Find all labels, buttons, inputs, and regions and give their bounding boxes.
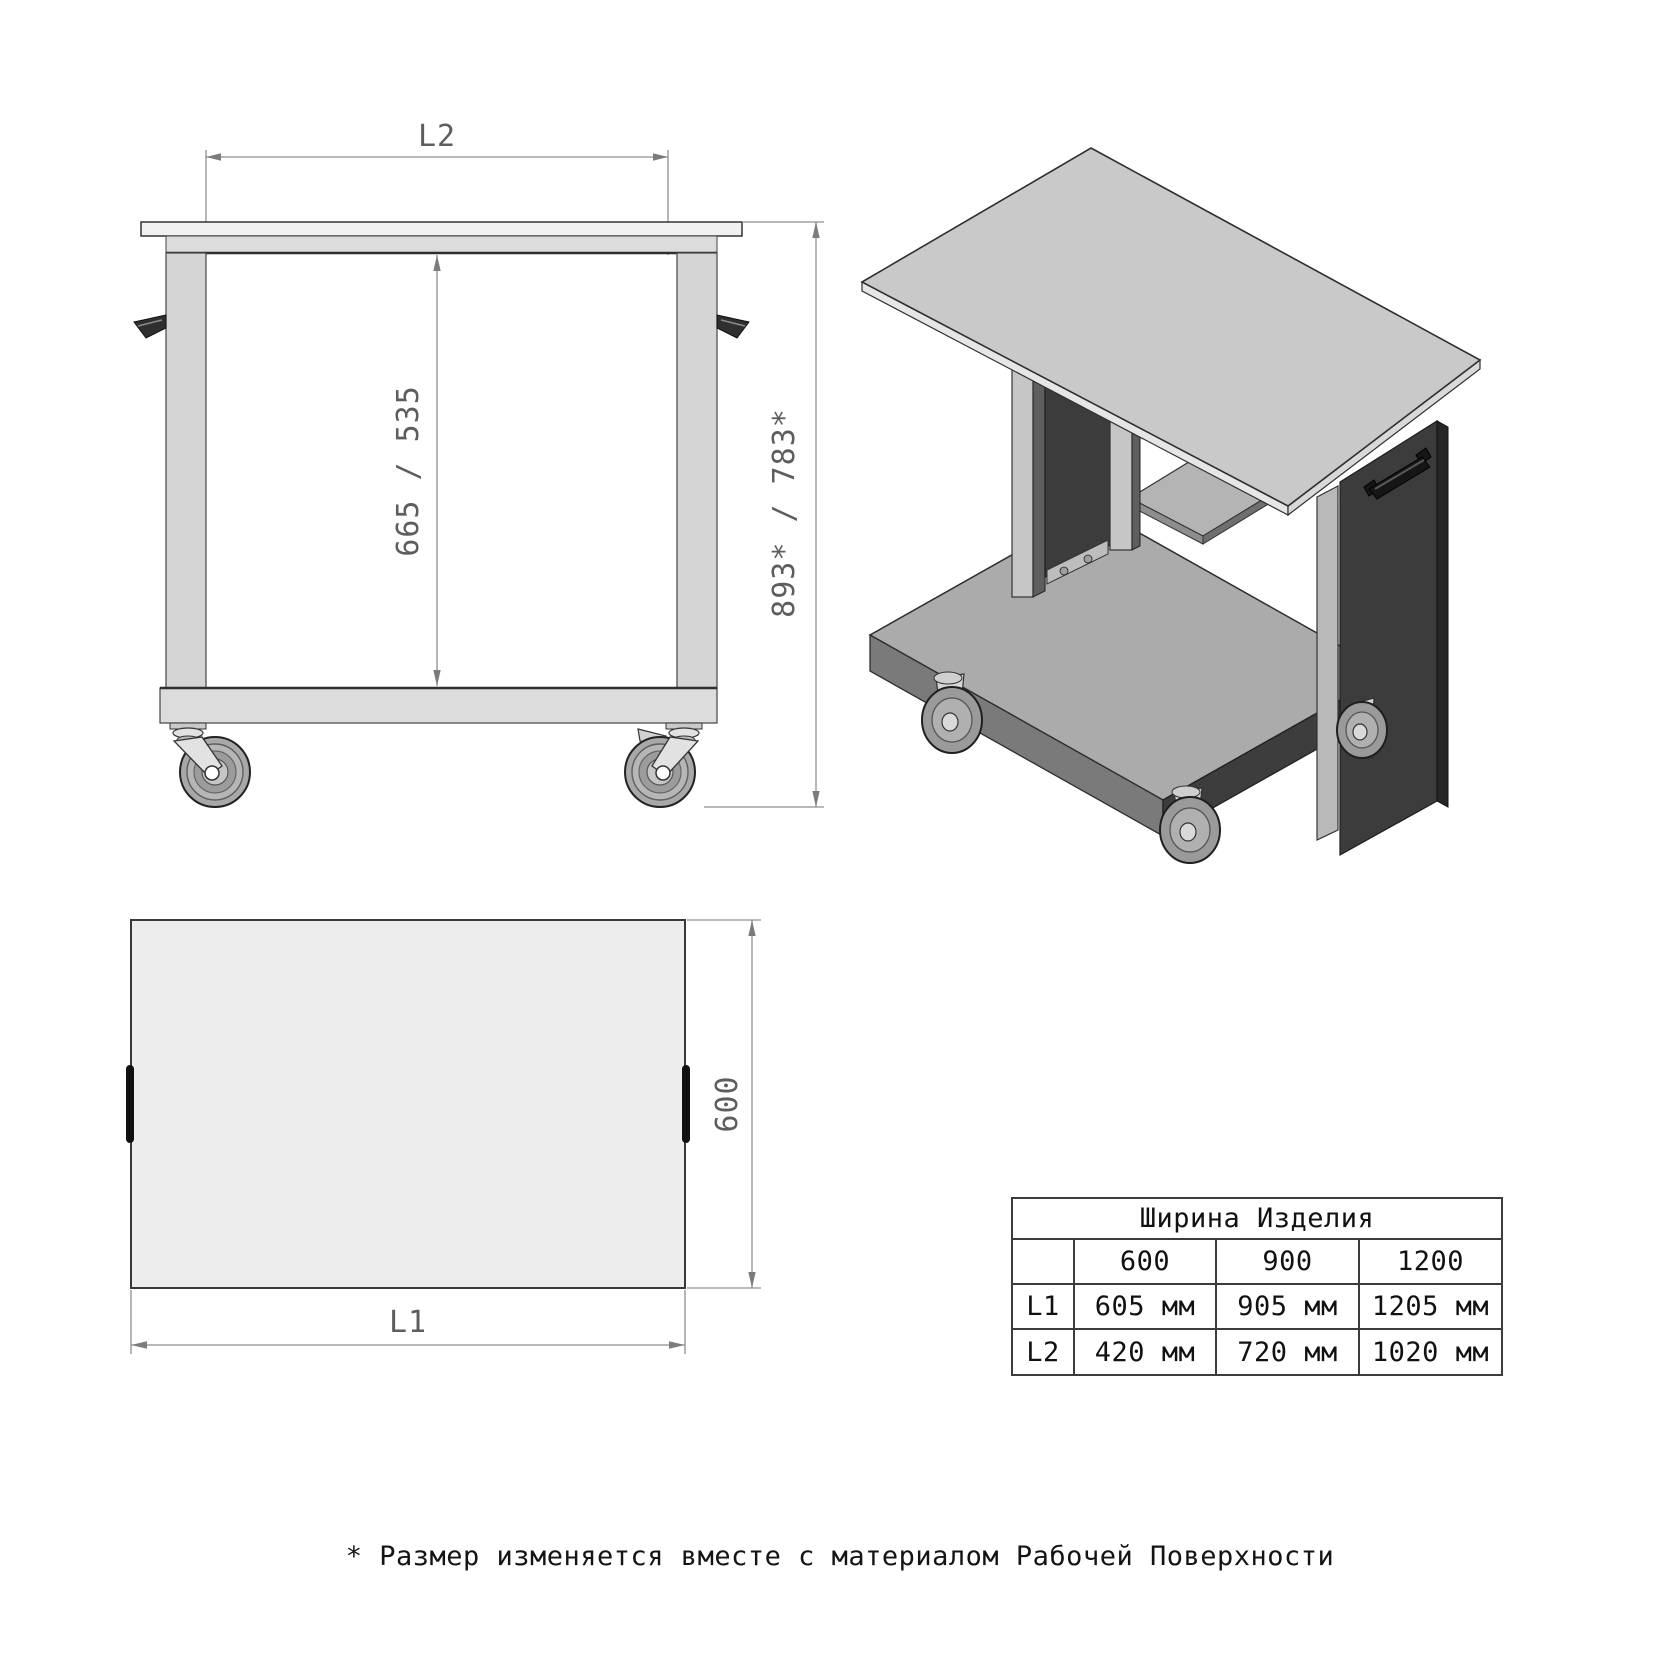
caster-front-left [170,723,250,807]
dim-depth-label: 600 [710,1075,745,1133]
footnote: * Размер изменяется вместе с материалом Рабочей Поверхности [345,1541,1335,1572]
front-view [100,100,840,840]
left-column [166,253,206,688]
bolt [1060,567,1068,575]
base-top-face [870,508,1388,800]
dim-overall-height-label: 893* / 783* [767,408,802,618]
table-cell: 720 мм [1216,1329,1359,1375]
plan-handle-left [126,1065,134,1143]
table-cell: 420 мм [1074,1329,1216,1375]
table-cell: 1205 мм [1359,1284,1502,1329]
right-column [677,253,717,688]
table-cell: 605 мм [1074,1284,1216,1329]
dim-l2-label: L2 [417,119,457,154]
right-pillar-side [1437,421,1448,807]
table-row [1012,1329,1502,1375]
plan-view [100,900,800,1380]
caster-hub [205,766,219,780]
bottom-shelf-front [160,688,717,723]
caster-front-right [625,723,702,807]
dim-l1-label: L1 [388,1305,428,1340]
left-pillar-front-post [1012,362,1033,597]
table-col-header: 600 [1074,1239,1216,1284]
right-pillar [1317,421,1448,855]
right-pillar-post [1317,486,1338,840]
table-row [1012,1284,1502,1329]
dim-depth [687,920,761,1288]
table-col-header: 900 [1216,1239,1359,1284]
isometric-view [830,130,1520,870]
worktop-plan [131,920,685,1288]
table-row [1012,1239,1502,1284]
size-table [1011,1197,1503,1376]
worktop-front [141,222,742,236]
caster-hub [656,766,670,780]
table-row-label: L2 [1012,1329,1074,1375]
plan-handle-right [682,1065,690,1143]
table-row-label: L1 [1012,1284,1074,1329]
table-corner-cell [1012,1239,1074,1284]
table-cell: 905 мм [1216,1284,1359,1329]
table-row [1012,1198,1502,1239]
dim-l1 [131,1290,685,1354]
top-rail [166,236,717,253]
table-col-header: 1200 [1359,1239,1502,1284]
dim-inner-height [391,255,441,686]
bolt [1084,555,1092,563]
left-pillar-post-side [1033,362,1045,597]
table-title: Ширина Изделия [1012,1198,1502,1239]
dim-inner-height-label: 665 / 535 [391,385,426,557]
dim-overall-height [704,222,824,807]
table-cell: 1020 мм [1359,1329,1502,1375]
